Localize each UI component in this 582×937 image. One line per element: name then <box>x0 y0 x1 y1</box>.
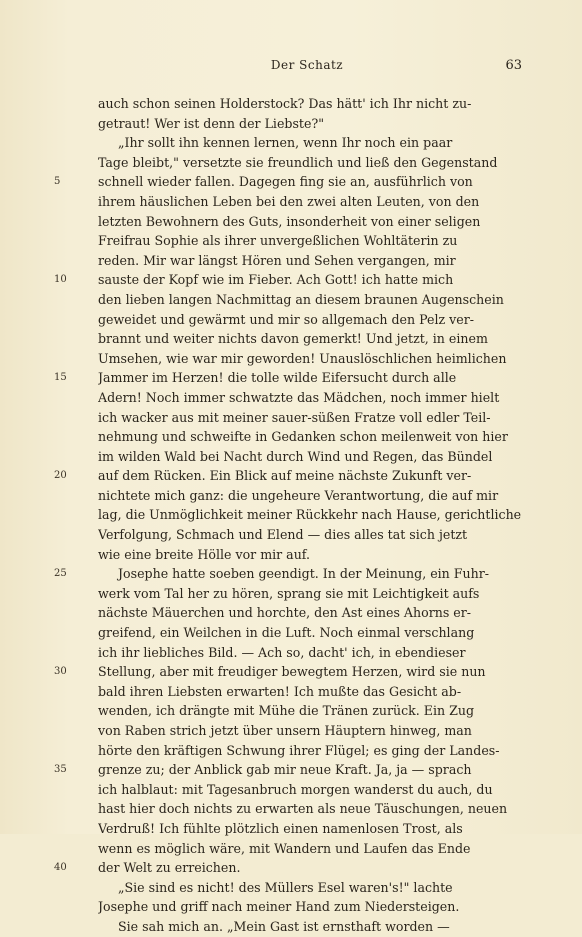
text-line <box>54 427 524 447</box>
text-line <box>54 741 524 761</box>
line-text: ich wacker aus mit meiner sauer-süßen Fratze voll edler Teil- <box>98 409 491 425</box>
text-line <box>54 329 524 349</box>
text-line <box>54 878 524 898</box>
line-text: „Ihr sollt ihn kennen lernen, wenn Ihr noch ein paar <box>118 135 453 151</box>
line-text: geweidet und gewärmt und mir so allgemach den Pelz ver- <box>98 311 474 327</box>
text-line <box>54 290 524 310</box>
line-text: Tage bleibt," versetzte sie freundlich und ließ den Gegenstand <box>98 154 498 170</box>
text-line <box>54 682 524 702</box>
line-text: sauste der Kopf wie im Fieber. Ach Gott! ich hatte mich <box>98 272 454 288</box>
text-line <box>54 505 524 525</box>
line-text: werk vom Tal her zu hören, sprang sie mit Leichtigkeit aufs <box>98 585 480 601</box>
text-line <box>54 310 524 330</box>
text-line <box>54 799 524 819</box>
text-line <box>54 231 524 251</box>
text-line <box>54 172 524 192</box>
text-line <box>54 839 524 859</box>
text-line <box>54 153 524 173</box>
text-line <box>54 447 524 467</box>
line-text: nächste Mäuerchen und horchte, den Ast eines Ahorns er- <box>98 605 472 621</box>
line-text: grenze zu; der Anblick gab mir neue Kraft. Ja, ja — sprach <box>98 762 472 778</box>
line-text: nehmung und schweifte in Gedanken schon meilenweit von hier <box>98 429 508 445</box>
line-text: wenden, ich drängte mit Mühe die Tränen zurück. Ein Zug <box>98 703 475 719</box>
line-text: Sie sah mich an. „Mein Gast ist ernsthaft worden — <box>118 918 450 934</box>
line-text: getraut! Wer ist denn der Liebste?" <box>98 115 324 131</box>
line-text: Umsehen, wie war mir geworden! Unauslöschlichen heimlichen <box>98 350 507 366</box>
line-text: Josephe und griff nach meiner Hand zum Niedersteigen. <box>98 899 460 915</box>
text-line <box>54 192 524 212</box>
text-line <box>54 114 524 134</box>
line-text: den lieben langen Nachmittag an diesem braunen Augenschein <box>98 291 504 307</box>
text-line <box>54 525 524 545</box>
line-text: Verdruß! Ich fühlte plötzlich einen namenlosen Trost, als <box>98 820 463 836</box>
line-text: lag, die Unmöglichkeit meiner Rückkehr nach Hause, gerichtliche <box>98 507 522 523</box>
text-line <box>54 662 524 682</box>
page-number: 63 <box>505 58 522 73</box>
line-text: nichtete mich ganz: die ungeheure Verantwortung, die auf mir <box>98 487 499 503</box>
line-text: im wilden Wald bei Nacht durch Wind und Regen, das Bündel <box>98 448 493 464</box>
line-text: hast hier doch nichts zu erwarten als neue Täuschungen, neuen <box>98 801 508 817</box>
text-line <box>54 564 524 584</box>
line-number: 15 <box>54 372 67 384</box>
line-number: 20 <box>54 470 67 482</box>
text-line <box>54 643 524 663</box>
text-line <box>54 623 524 643</box>
line-number: 5 <box>54 176 61 188</box>
text-line <box>54 349 524 369</box>
text-line <box>54 270 524 290</box>
line-text: brannt und weiter nichts davon gemerkt! Und jetzt, in einem <box>98 331 488 347</box>
line-text: auf dem Rücken. Ein Blick auf meine nächste Zukunft ver- <box>98 468 472 484</box>
line-text: schnell wieder fallen. Dagegen fing sie an, ausführlich von <box>98 174 473 190</box>
text-line <box>54 760 524 780</box>
line-text: ihrem häuslichen Leben bei den zwei alten Leuten, von den <box>98 193 480 209</box>
text-line <box>54 780 524 800</box>
line-text: Stellung, aber mit freudiger bewegtem Herzen, wird sie nun <box>98 664 486 680</box>
text-line <box>54 408 524 428</box>
text-line <box>54 897 524 917</box>
body-text <box>54 94 524 937</box>
page-header <box>92 58 522 78</box>
text-line <box>54 94 524 114</box>
text-line <box>54 133 524 153</box>
line-text: wie eine breite Hölle vor mir auf. <box>98 546 311 562</box>
line-text: greifend, ein Weilchen in die Luft. Noch einmal verschlang <box>98 625 475 641</box>
text-line <box>54 486 524 506</box>
line-number: 25 <box>54 568 67 580</box>
line-text: Jammer im Herzen! die tolle wilde Eifersucht durch alle <box>98 370 457 386</box>
line-number: 10 <box>54 274 67 286</box>
text-line <box>54 917 524 937</box>
text-line <box>54 603 524 623</box>
line-text: Verfolgung, Schmach und Elend — dies alles tat sich jetzt <box>98 527 468 543</box>
text-line <box>54 701 524 721</box>
line-number: 40 <box>54 862 67 874</box>
text-line <box>54 819 524 839</box>
text-line <box>54 212 524 232</box>
text-line <box>54 466 524 486</box>
running-title: Der Schatz <box>270 58 344 72</box>
line-text: Adern! Noch immer schwatzte das Mädchen, noch immer hielt <box>98 389 500 405</box>
line-text: auch schon seinen Holderstock? Das hätt' ich Ihr nicht zu- <box>98 96 472 111</box>
line-text: ich halblaut: mit Tagesanbruch morgen wanderst du auch, du <box>98 781 493 797</box>
line-text: der Welt zu erreichen. <box>98 860 241 876</box>
text-line <box>54 858 524 878</box>
line-text: ich ihr liebliches Bild. — Ach so, dacht' ich, in ebendieser <box>98 644 466 660</box>
text-line <box>54 368 524 388</box>
line-text: Freifrau Sophie als ihrer unvergeßlichen Wohltäterin zu <box>98 233 458 249</box>
line-number: 35 <box>54 764 67 776</box>
line-text: bald ihren Liebsten erwarten! Ich mußte das Gesicht ab- <box>98 683 462 699</box>
text-line <box>54 545 524 565</box>
line-number: 30 <box>54 666 67 678</box>
line-text: reden. Mir war längst Hören und Sehen vergangen, mir <box>98 252 456 268</box>
text-line <box>54 721 524 741</box>
text-line <box>54 584 524 604</box>
line-text: von Raben strich jetzt über unsern Häuptern hinweg, man <box>98 723 472 738</box>
line-text: Josephe hatte soeben geendigt. In der Meinung, ein Fuhr- <box>118 566 490 582</box>
text-line <box>54 388 524 408</box>
line-text: letzten Bewohnern des Guts, insonderheit von einer seligen <box>98 213 481 229</box>
text-line <box>54 251 524 271</box>
line-text: „Sie sind es nicht! des Müllers Esel waren's!" lachte <box>118 879 453 895</box>
line-text: wenn es möglich wäre, mit Wandern und Laufen das Ende <box>98 840 471 856</box>
line-text: hörte den kräftigen Schwung ihrer Flügel; es ging der Landes- <box>98 742 500 758</box>
